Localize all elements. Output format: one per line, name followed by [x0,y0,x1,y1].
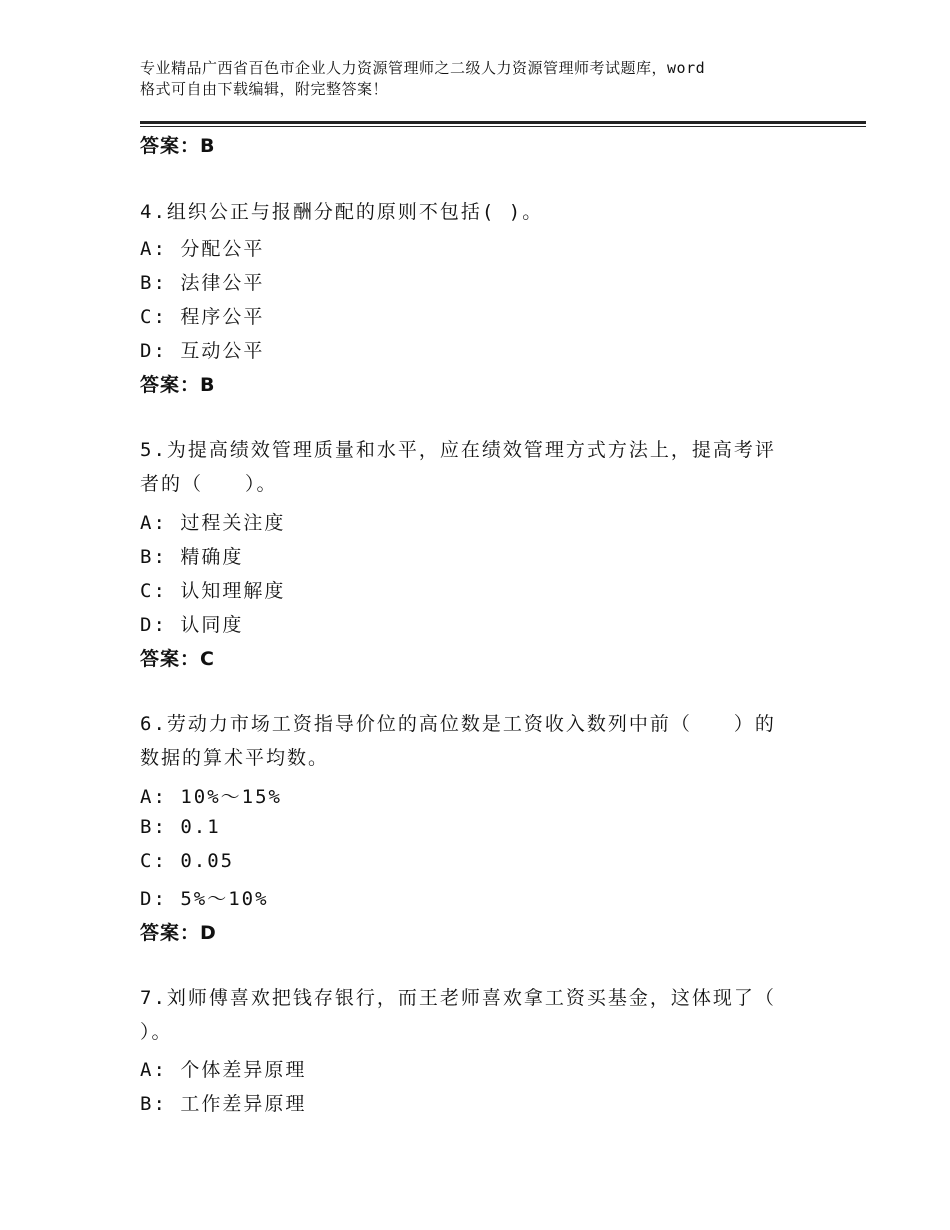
header-rule-thick [140,121,866,124]
option-d: D: 认同度 [140,614,244,636]
header-line-1: 专业精品广西省百色市企业人力资源管理师之二级人力资源管理师考试题库，word [140,59,706,77]
option-c: C: 程序公平 [140,306,265,328]
question-text: 7.刘师傅喜欢把钱存银行，而王老师喜欢拿工资买基金，这体现了（ [140,987,776,1009]
option-a: A: 个体差异原理 [140,1059,307,1081]
question-text-cont: 者的（ ）。 [140,473,278,495]
option-b: B: 精确度 [140,546,244,568]
answer-line: 答案：B [140,135,216,157]
option-d: D: 5%～10% [140,888,269,910]
answer-line: 答案：C [140,648,215,670]
document-header [140,58,840,100]
question-7 [140,981,810,1049]
option-a: A: 分配公平 [140,238,265,260]
option-a: A: 10%～15% [140,786,282,808]
answer-line: 答案：D [140,922,217,944]
option-c: C: 认知理解度 [140,580,286,602]
question-5 [140,433,810,501]
question-text-cont: 数据的算术平均数。 [140,747,330,769]
header-line-2: 格式可自由下载编辑，附完整答案！ [140,80,389,98]
question-text: 4.组织公正与报酬分配的原则不包括( )。 [140,201,544,223]
question-6 [140,707,810,775]
question-4 [140,195,810,229]
question-text: 6.劳动力市场工资指导价位的高位数是工资收入数列中前（ ）的 [140,713,776,735]
answer-line: 答案：B [140,374,216,396]
option-b: B: 法律公平 [140,272,265,294]
option-c: C: 0.05 [140,850,235,872]
question-text-cont: ）。 [140,1021,173,1043]
option-b: B: 工作差异原理 [140,1093,307,1115]
option-b: B: 0.1 [140,816,221,838]
option-d: D: 互动公平 [140,340,265,362]
header-rule-thin [140,126,866,127]
question-text: 5.为提高绩效管理质量和水平，应在绩效管理方式方法上，提高考评 [140,439,776,461]
option-a: A: 过程关注度 [140,512,286,534]
